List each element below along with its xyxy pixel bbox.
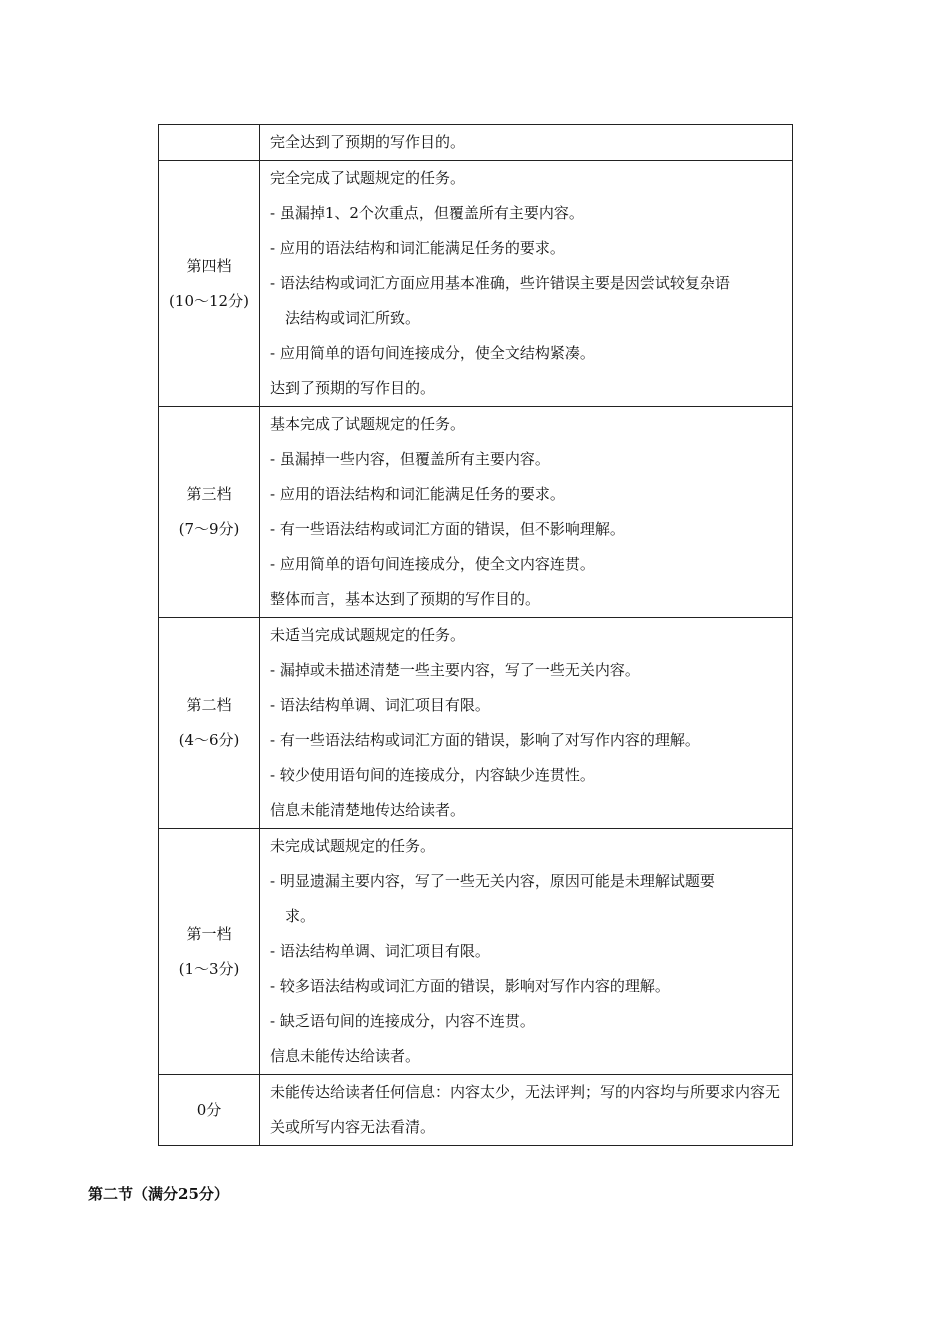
rubric-row — [159, 1075, 793, 1146]
description-cell — [260, 161, 793, 407]
grade-score-range: (4～6分) — [178, 731, 240, 749]
description-line: 未适当完成试题规定的任务。 — [270, 626, 466, 644]
description-line: - 明显遗漏主要内容，写了一些无关内容，原因可能是未理解试题要 — [270, 872, 715, 890]
description-line: - 应用的语法结构和词汇能满足任务的要求。 — [270, 485, 565, 503]
section-title: 第二节（满分25分） — [88, 1185, 229, 1203]
description-line: - 较少使用语句间的连接成分，内容缺少连贯性。 — [270, 766, 595, 784]
description-cell — [260, 618, 793, 829]
description-line: 完全达到了预期的写作目的。 — [270, 133, 466, 151]
grade-name: 第二档 — [186, 696, 232, 714]
rubric-row — [159, 161, 793, 407]
description-line: - 语法结构单调、词汇项目有限。 — [270, 942, 490, 960]
description-line: - 漏掉或未描述清楚一些主要内容，写了一些无关内容。 — [270, 661, 640, 679]
grade-score-range: (7～9分) — [178, 520, 240, 538]
description-line: - 语法结构或词汇方面应用基本准确，些许错误主要是因尝试较复杂语 — [270, 274, 730, 292]
description-line: 信息未能传达给读者。 — [270, 1047, 421, 1065]
description-line: 完全完成了试题规定的任务。 — [270, 169, 466, 187]
description-line: - 应用简单的语句间连接成分，使全文内容连贯。 — [270, 555, 595, 573]
scoring-rubric-table — [158, 124, 793, 1146]
grade-score-range: (1～3分) — [178, 959, 240, 978]
description-line: - 应用的语法结构和词汇能满足任务的要求。 — [270, 239, 565, 257]
description-line: - 虽漏掉一些内容，但覆盖所有主要内容。 — [270, 450, 550, 468]
grade-score-range: (10～12分) — [169, 291, 249, 310]
description-line: 整体而言，基本达到了预期的写作目的。 — [270, 590, 541, 608]
grade-name: 第四档 — [186, 256, 232, 275]
description-line: 达到了预期的写作目的。 — [270, 379, 436, 397]
description-line: - 有一些语法结构或词汇方面的错误，但不影响理解。 — [270, 520, 625, 538]
grade-cell — [159, 829, 260, 1075]
rubric-row — [159, 125, 793, 161]
description-cell — [260, 125, 793, 161]
description-cell — [260, 407, 793, 618]
grade-name: 第一档 — [186, 924, 232, 943]
grade-cell — [159, 618, 260, 829]
description-line: 信息未能清楚地传达给读者。 — [270, 801, 466, 819]
grade-cell — [159, 1075, 260, 1146]
description-line: 基本完成了试题规定的任务。 — [270, 415, 466, 433]
description-line: - 虽漏掉1、2个次重点，但覆盖所有主要内容。 — [270, 204, 584, 222]
grade-cell — [159, 125, 260, 161]
rubric-row — [159, 618, 793, 829]
description-line: - 有一些语法结构或词汇方面的错误，影响了对写作内容的理解。 — [270, 731, 700, 749]
grade-name: 第三档 — [186, 485, 232, 503]
description-line: 未能传达给读者任何信息：内容太少，无法评判；写的内容均与所要求内容无关或所写内容无法看清。 — [270, 1083, 781, 1136]
grade-cell — [159, 161, 260, 407]
description-line: 法结构或词汇所致。 — [285, 309, 421, 327]
description-line: 未完成试题规定的任务。 — [270, 837, 436, 855]
grade-name: 0分 — [196, 1100, 222, 1119]
description-cell — [260, 829, 793, 1075]
description-cell — [260, 1075, 793, 1146]
description-line: 求。 — [285, 907, 316, 925]
description-line: - 应用简单的语句间连接成分，使全文结构紧凑。 — [270, 344, 595, 362]
description-line: - 语法结构单调、词汇项目有限。 — [270, 696, 490, 714]
description-line: - 较多语法结构或词汇方面的错误，影响对写作内容的理解。 — [270, 977, 670, 995]
rubric-row — [159, 407, 793, 618]
grade-cell — [159, 407, 260, 618]
rubric-row — [159, 829, 793, 1075]
description-line: - 缺乏语句间的连接成分，内容不连贯。 — [270, 1012, 535, 1030]
